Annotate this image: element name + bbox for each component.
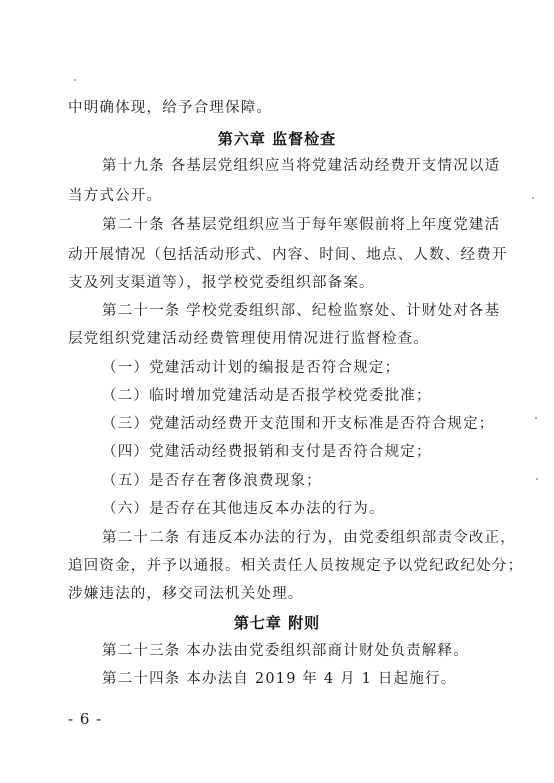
list-item: （五）是否存在奢侈浪费现象； [102, 473, 322, 489]
article-22-line: 第二十二条 有违反本办法的行为，由党委组织部责令改正， [102, 530, 517, 546]
list-item: （六）是否存在其他违反本办法的行为。 [102, 501, 385, 517]
scan-speck [74, 79, 76, 81]
article-20-line: 第二十条 各基层党组织应当于每年寒假前将上年度党建活 [102, 217, 501, 233]
article-19-line: 第十九条 各基层党组织应当将党建活动经费开支情况以适 [102, 158, 501, 174]
article-22-line: 涉嫌违法的，移交司法机关处理。 [68, 586, 304, 602]
article-19-line: 当方式公开。 [68, 188, 163, 204]
list-item: （一）党建活动计划的编报是否符合规定； [102, 360, 401, 376]
list-item: （二）临时增加党建活动是否报学校党委批准； [102, 388, 432, 404]
scan-speck [535, 417, 537, 419]
list-item: （四）党建活动经费报销和支付是否符合规定； [102, 444, 432, 460]
list-item: （三）党建活动经费开支范围和开支标准是否符合规定； [102, 416, 495, 432]
chapter-7-title: 第七章 附则 [233, 614, 321, 632]
scan-speck [532, 197, 534, 199]
article-21-line: 层党组织党建活动经费管理使用情况进行监督检查。 [68, 331, 430, 347]
article-24-line: 第二十四条 本办法自 2019 年 4 月 1 日起施行。 [102, 671, 457, 687]
article-20-line: 支及列支渠道等），报学校党委组织部备案。 [68, 275, 375, 291]
paragraph-line: 中明确体现，给予合理保障。 [68, 100, 273, 116]
article-22-line: 追回资金，并予以通报。相关责任人员按规定予以党纪政纪处分； [68, 558, 524, 574]
article-20-line: 动开展情况（包括活动形式、内容、时间、地点、人数、经费开 [68, 247, 508, 263]
chapter-6-title: 第六章 监督检查 [217, 130, 337, 148]
scan-speck [536, 478, 538, 480]
article-23-line: 第二十三条 本办法由党委组织部商计财处负责解释。 [102, 643, 469, 659]
page-number: - 6 - [68, 710, 103, 728]
article-21-line: 第二十一条 学校党委组织部、纪检监察处、计财处对各基 [102, 303, 501, 319]
